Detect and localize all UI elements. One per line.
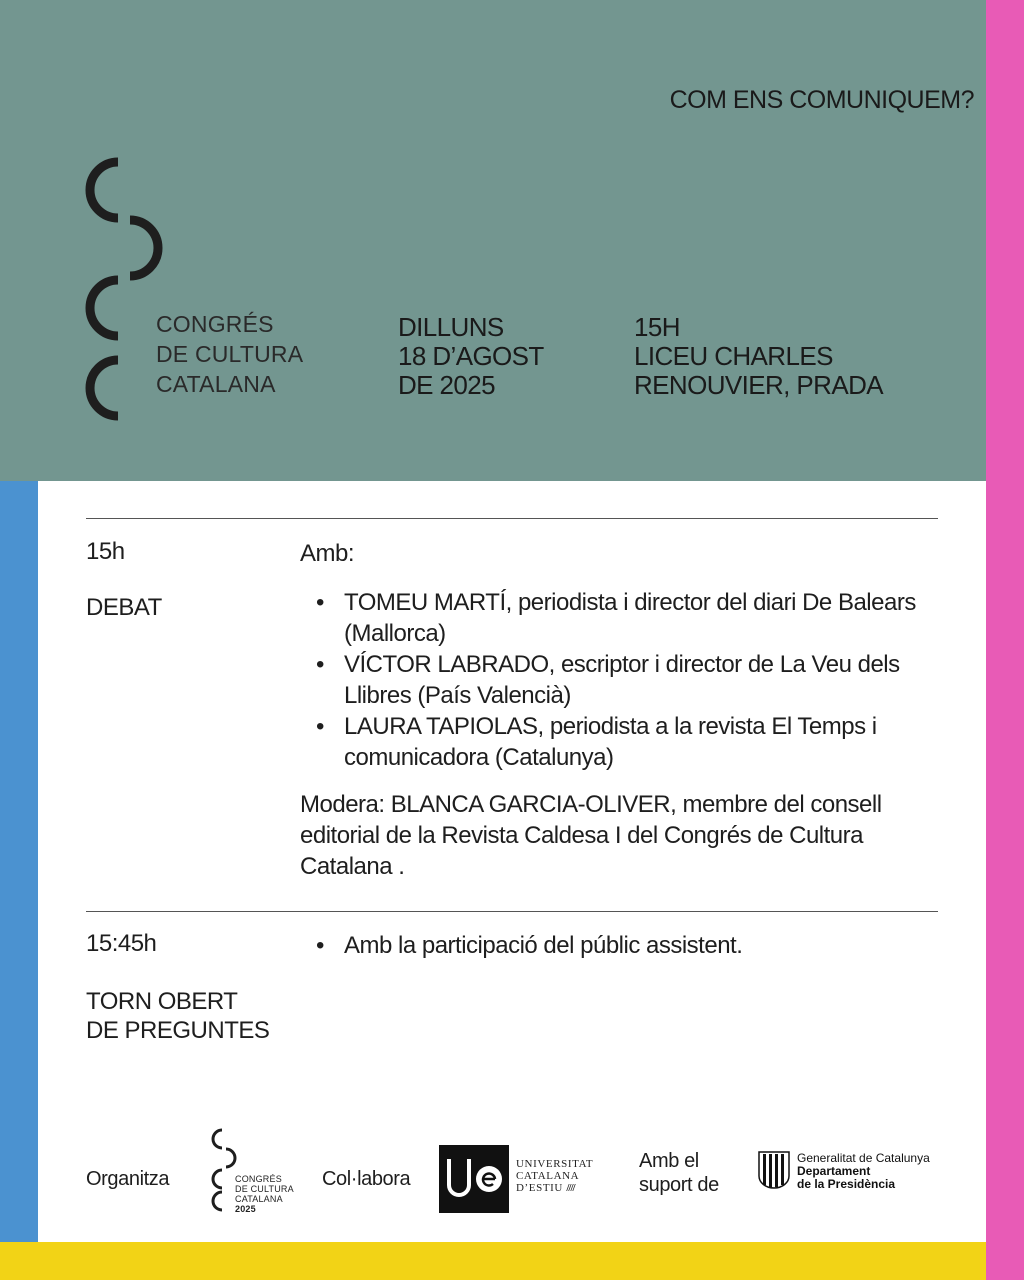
info-list — [300, 930, 940, 961]
session-label: TORN OBERT DE PREGUNTES — [86, 988, 270, 1044]
session-time: 15h — [86, 538, 125, 565]
event-venue: 15H LICEU CHARLES RENOUVIER, PRADA — [634, 312, 884, 400]
collabora-label: Col·labora — [322, 1168, 411, 1190]
event-date: DILLUNS 18 D’AGOST DE 2025 — [398, 312, 544, 400]
speaker-list — [300, 587, 940, 773]
blue-side-bar — [0, 481, 38, 1280]
session-intro: Amb: — [300, 540, 355, 567]
list-item: • LAURA TAPIOLAS, periodista a la revista El Temps i comunicadora (Catalunya) — [300, 711, 940, 773]
session-content — [300, 538, 940, 882]
organization-name: CONGRÉS DE CULTURA CATALANA — [156, 311, 304, 397]
divider — [86, 518, 938, 519]
yellow-bottom-bar — [0, 1242, 986, 1280]
divider — [86, 911, 938, 912]
uce-logo-icon — [439, 1145, 509, 1213]
session-content — [300, 930, 940, 961]
generalitat-shield-icon — [757, 1150, 791, 1190]
small-org-name: CONGRÉS DE CULTURA CATALANA 2025 — [235, 1174, 294, 1214]
uce-name: UNIVERSITAT CATALANA D’ESTIU //// — [516, 1158, 594, 1194]
support-label: Amb el suport de — [639, 1150, 719, 1196]
session-time: 15:45h — [86, 930, 157, 957]
list-item: • TOMEU MARTÍ, periodista i director del diari De Balears (Mallorca) — [300, 587, 940, 649]
list-item: • VÍCTOR LABRADO, escriptor i director de La Veu dels Llibres (País Valencià) — [300, 649, 940, 711]
moderator-text: Modera: BLANCA GARCIA-OLIVER, membre del consell editorial de la Revista Caldesa I del Congrés de Cultura Catalana . — [300, 791, 882, 880]
organitza-label: Organitza — [86, 1168, 170, 1190]
pink-side-bar — [986, 0, 1024, 1280]
generalitat-name: Generalitat de Catalunya Departament de la Presidència — [797, 1151, 930, 1191]
ccc-logo-icon — [210, 1126, 238, 1214]
session-label: DEBAT — [86, 594, 162, 621]
event-title: COM ENS COMUNIQUEM? — [669, 86, 974, 114]
list-item: • Amb la participació del públic assistent. — [300, 930, 940, 961]
